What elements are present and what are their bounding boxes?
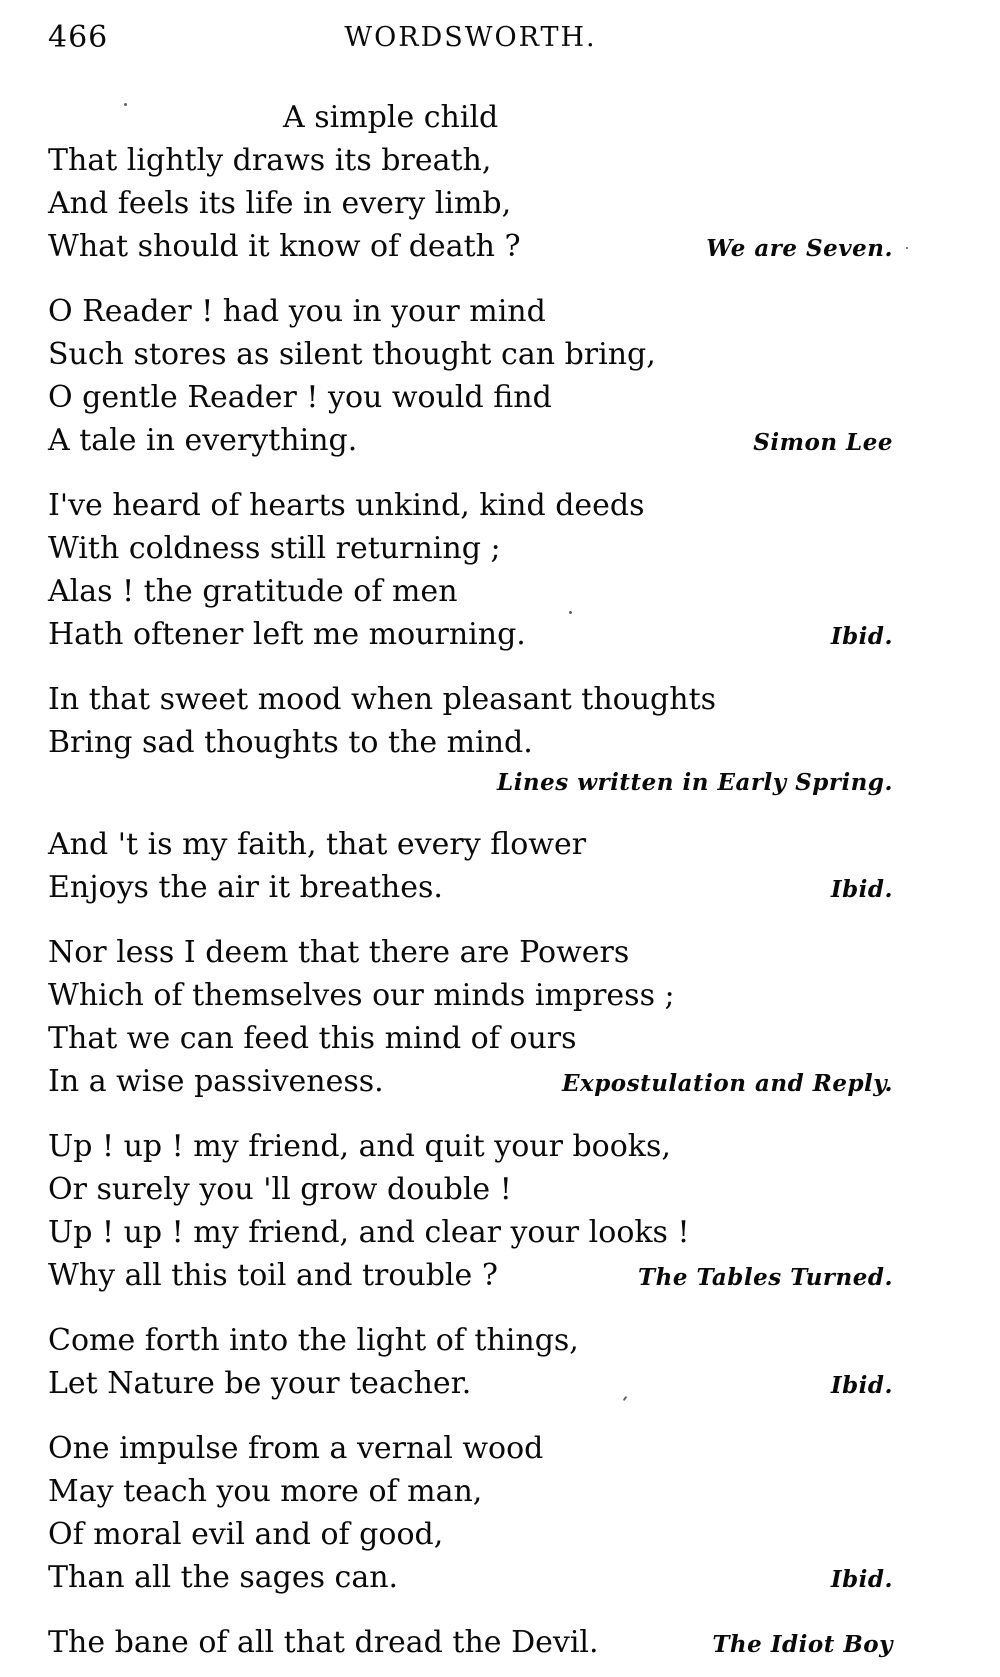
stanza	[48, 678, 893, 803]
verse-line: That we can feed this mind of ours	[48, 1021, 577, 1056]
verse-line-row	[48, 1319, 893, 1362]
verse-line: And feels its life in every limb,	[48, 186, 512, 221]
verse-line: Than all the sages can.	[48, 1560, 399, 1595]
stanza	[48, 1621, 893, 1666]
verse-line: Up ! up ! my friend, and clear your looks !	[48, 1215, 690, 1250]
stanza	[48, 1427, 893, 1601]
source-attribution: We are Seven.	[706, 235, 893, 262]
stanza	[48, 1319, 893, 1407]
page-header	[48, 20, 893, 60]
scan-speck	[569, 611, 572, 614]
verse-line: Come forth into the light of things,	[48, 1323, 579, 1358]
verse-line: Such stores as silent thought can bring,	[48, 337, 656, 372]
verse-line-row	[48, 721, 893, 764]
verse-line: Why all this toil and trouble ?	[48, 1258, 498, 1293]
verse-line-row	[48, 1470, 893, 1513]
verse-line: In a wise passiveness.	[48, 1064, 384, 1099]
stanza	[48, 96, 893, 270]
verse-line-row	[48, 527, 893, 570]
verse-line: One impulse from a vernal wood	[48, 1431, 544, 1466]
stanza	[48, 1125, 893, 1299]
verse-line: A tale in everything.	[48, 423, 358, 458]
verse-line-row	[48, 678, 893, 721]
verse-line: Nor less I deem that there are Powers	[48, 935, 630, 970]
verse-line: Alas ! the gratitude of men	[48, 574, 458, 609]
verse-line: Bring sad thoughts to the mind.	[48, 725, 533, 760]
verse-line: In that sweet mood when pleasant thoughts	[48, 682, 717, 717]
verse-line: Up ! up ! my friend, and quit your books,	[48, 1129, 671, 1164]
verse-line: I've heard of hearts unkind, kind deeds	[48, 488, 645, 523]
verse-line-row	[48, 1211, 893, 1254]
stanza-list	[48, 96, 893, 1666]
scan-speck	[906, 247, 908, 249]
source-attribution: Ibid.	[830, 1566, 893, 1593]
verse-line: Hath oftener left me mourning.	[48, 617, 526, 652]
verse-line-row	[48, 1513, 893, 1556]
attribution-row	[48, 764, 893, 803]
verse-line-row	[48, 376, 893, 419]
verse-line: Enjoys the air it breathes.	[48, 870, 443, 905]
source-attribution: The Tables Turned.	[638, 1264, 893, 1291]
verse-line-row	[48, 613, 893, 658]
verse-line-row	[48, 1362, 893, 1407]
verse-line-row	[48, 823, 893, 866]
scan-speck	[124, 103, 127, 106]
verse-line: With coldness still returning ;	[48, 531, 501, 566]
verse-line-row	[48, 974, 893, 1017]
verse-line: O Reader ! had you in your mind	[48, 294, 546, 329]
verse-line-row	[48, 139, 893, 182]
stanza	[48, 931, 893, 1105]
verse-line-row	[48, 484, 893, 527]
verse-line: May teach you more of man,	[48, 1474, 483, 1509]
verse-line-row	[48, 1060, 893, 1105]
source-attribution: Lines written in Early Spring.	[497, 769, 893, 796]
book-page	[48, 0, 893, 1666]
verse-line-row	[48, 1427, 893, 1470]
verse-line-row	[48, 333, 893, 376]
source-attribution: The Idiot Boy	[712, 1631, 893, 1658]
verse-line: And 't is my faith, that every flower	[48, 827, 587, 862]
verse-line-row	[48, 96, 893, 139]
page-number: 466	[48, 20, 109, 55]
verse-line-row	[48, 1017, 893, 1060]
verse-line-row	[48, 1556, 893, 1601]
verse-line-row	[48, 570, 893, 613]
verse-line: What should it know of death ?	[48, 229, 521, 264]
verse-line-row	[48, 182, 893, 225]
source-attribution: Ibid.	[830, 623, 893, 650]
verse-line: That lightly draws its breath,	[48, 143, 492, 178]
running-head: WORDSWORTH.	[344, 22, 597, 53]
source-attribution: Ibid.	[830, 876, 893, 903]
verse-line-row	[48, 225, 893, 270]
verse-line: Or surely you 'll grow double !	[48, 1172, 512, 1207]
source-attribution: Simon Lee	[753, 429, 893, 456]
source-attribution: Expostulation and Reply.	[561, 1070, 893, 1097]
stanza	[48, 484, 893, 658]
verse-line-row	[48, 1621, 893, 1666]
stanza	[48, 823, 893, 911]
verse-line-row	[48, 1125, 893, 1168]
verse-line: Let Nature be your teacher.	[48, 1366, 472, 1401]
verse-line-row	[48, 1254, 893, 1299]
source-attribution: Ibid.	[830, 1372, 893, 1399]
verse-line: O gentle Reader ! you would find	[48, 380, 552, 415]
verse-line-row	[48, 1168, 893, 1211]
verse-line-row	[48, 290, 893, 333]
verse-line: Of moral evil and of good,	[48, 1517, 444, 1552]
verse-line: The bane of all that dread the Devil.	[48, 1625, 599, 1660]
verse-line-row	[48, 419, 893, 464]
verse-line-row	[48, 931, 893, 974]
stanza	[48, 290, 893, 464]
verse-line: A simple child	[283, 100, 499, 135]
verse-line-row	[48, 866, 893, 911]
verse-line: Which of themselves our minds impress ;	[48, 978, 675, 1013]
